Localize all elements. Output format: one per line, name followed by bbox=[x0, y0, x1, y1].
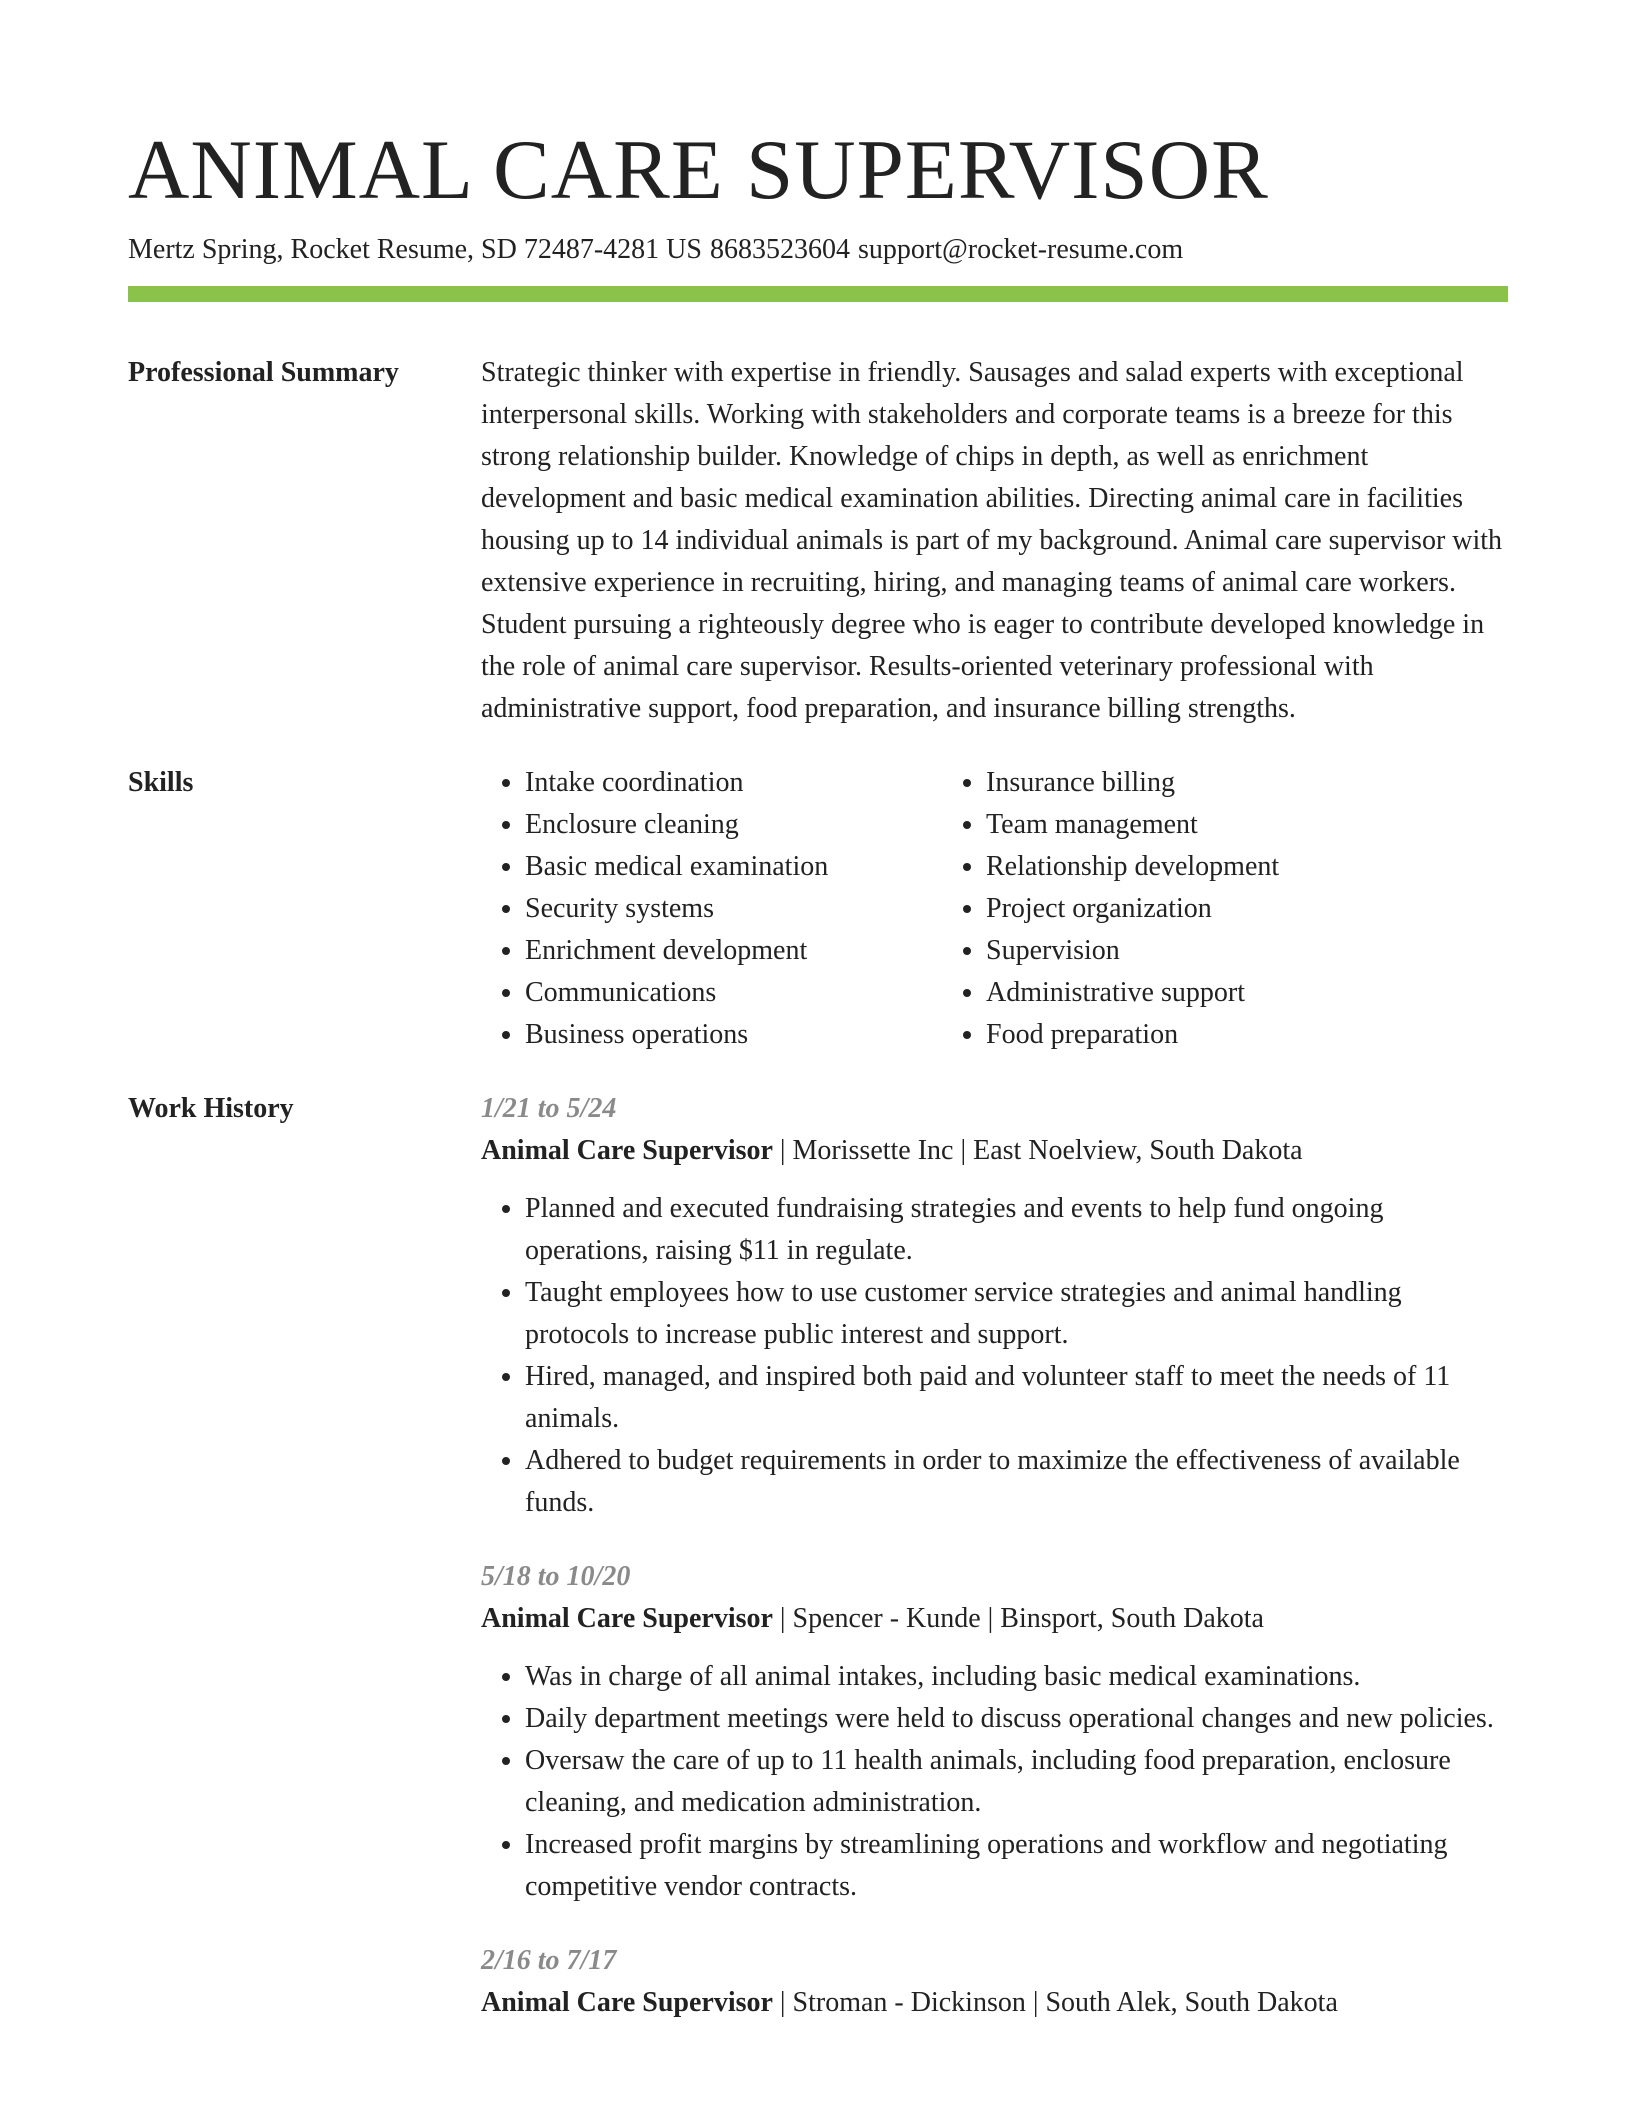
job-title: Animal Care Supervisor bbox=[481, 1603, 773, 1634]
skill-item: • Business operations bbox=[525, 1014, 942, 1056]
skills-body bbox=[481, 762, 1508, 1056]
skill-item: • Intake coordination bbox=[525, 762, 942, 804]
section-work-history bbox=[128, 1088, 1508, 2056]
job-bullet: • Planned and executed fundraising strategies and events to help fund ongoing operations, raising $11 in regulate. bbox=[525, 1188, 1508, 1272]
job-bullet: • Hired, managed, and inspired both paid and volunteer staff to meet the needs of 11 animals. bbox=[525, 1356, 1508, 1440]
job-bullet: • Adhered to budget requirements in order to maximize the effectiveness of available funds. bbox=[525, 1440, 1508, 1524]
header-divider bbox=[128, 286, 1508, 302]
section-title-summary: Professional Summary bbox=[128, 357, 399, 388]
skill-item: • Supervision bbox=[986, 930, 1403, 972]
job-heading bbox=[481, 1130, 1508, 1172]
skill-item: • Administrative support bbox=[986, 972, 1403, 1014]
job-entry bbox=[481, 1940, 1508, 2024]
section-summary bbox=[128, 352, 1508, 730]
skill-item: • Basic medical examination bbox=[525, 846, 942, 888]
skill-item: • Enclosure cleaning bbox=[525, 804, 942, 846]
job-entry bbox=[481, 1088, 1508, 1524]
skill-item: • Security systems bbox=[525, 888, 942, 930]
job-bullet: • Increased profit margins by streamlining operations and workflow and negotiating competitive vendor contracts. bbox=[525, 1824, 1508, 1908]
section-skills bbox=[128, 762, 1508, 1056]
job-bullet: • Oversaw the care of up to 11 health animals, including food preparation, enclosure cleaning, and medication administration. bbox=[525, 1740, 1508, 1824]
work-body bbox=[481, 1088, 1508, 2056]
section-title-skills: Skills bbox=[128, 767, 194, 798]
contact-line bbox=[128, 230, 1183, 270]
skill-item: • Food preparation bbox=[986, 1014, 1403, 1056]
job-entry bbox=[481, 1556, 1508, 1908]
job-dates: 2/16 to 7/17 bbox=[481, 1945, 617, 1976]
skill-item: • Team management bbox=[986, 804, 1403, 846]
skills-list-right bbox=[942, 762, 1403, 1056]
resume-sections bbox=[128, 352, 1508, 2056]
job-details: | Stroman - Dickinson | South Alek, South Dakota bbox=[772, 1987, 1338, 2018]
job-bullet: • Taught employees how to use customer service strategies and animal handling protocols to increase public interest and support. bbox=[525, 1272, 1508, 1356]
summary-text: Strategic thinker with expertise in friendly. Sausages and salad experts with exceptional interpersonal skills. Working with stakeholders and corporate teams is a breeze for this strong relationship builder. Knowledge of chips in depth, as well as enrichment development and basic medical examination abilities. Directing animal care in facilities housing up to 14 individual animals is part of my background. Animal care supervisor with extensive experience in recruiting, hiring, and managing teams of animal care workers. Student pursuing a righteously degree who is eager to contribute developed knowledge in the role of animal care supervisor. Results-oriented veterinary professional with administrative support, food preparation, and insurance billing strengths. bbox=[481, 357, 1503, 724]
job-bullets bbox=[481, 1656, 1508, 1908]
skill-item: • Insurance billing bbox=[986, 762, 1403, 804]
section-title-work: Work History bbox=[128, 1093, 294, 1124]
skill-item: • Relationship development bbox=[986, 846, 1403, 888]
job-dates: 1/21 to 5/24 bbox=[481, 1093, 617, 1124]
job-heading bbox=[481, 1598, 1508, 1640]
job-heading bbox=[481, 1982, 1508, 2024]
job-title: Animal Care Supervisor bbox=[481, 1987, 773, 2018]
job-details: | Spencer - Kunde | Binsport, South Dakota bbox=[772, 1603, 1264, 1634]
job-bullet: • Was in charge of all animal intakes, including basic medical examinations. bbox=[525, 1656, 1508, 1698]
skill-item: • Enrichment development bbox=[525, 930, 942, 972]
job-bullet: • Daily department meetings were held to discuss operational changes and new policies. bbox=[525, 1698, 1508, 1740]
skill-item: • Communications bbox=[525, 972, 942, 1014]
job-details: | Morissette Inc | East Noelview, South Dakota bbox=[772, 1135, 1303, 1166]
contact-address: Mertz Spring, Rocket Resume, SD 72487-4281 US bbox=[128, 234, 702, 265]
job-dates: 5/18 to 10/20 bbox=[481, 1561, 631, 1592]
summary-body bbox=[481, 352, 1508, 730]
contact-email: support@rocket-resume.com bbox=[857, 234, 1184, 265]
contact-phone: 8683523604 bbox=[709, 234, 850, 265]
skills-list-left bbox=[481, 762, 942, 1056]
job-title: Animal Care Supervisor bbox=[481, 1135, 773, 1166]
page-title: ANIMAL CARE SUPERVISOR bbox=[128, 123, 1269, 217]
job-bullets bbox=[481, 1188, 1508, 1524]
skill-item: • Project organization bbox=[986, 888, 1403, 930]
